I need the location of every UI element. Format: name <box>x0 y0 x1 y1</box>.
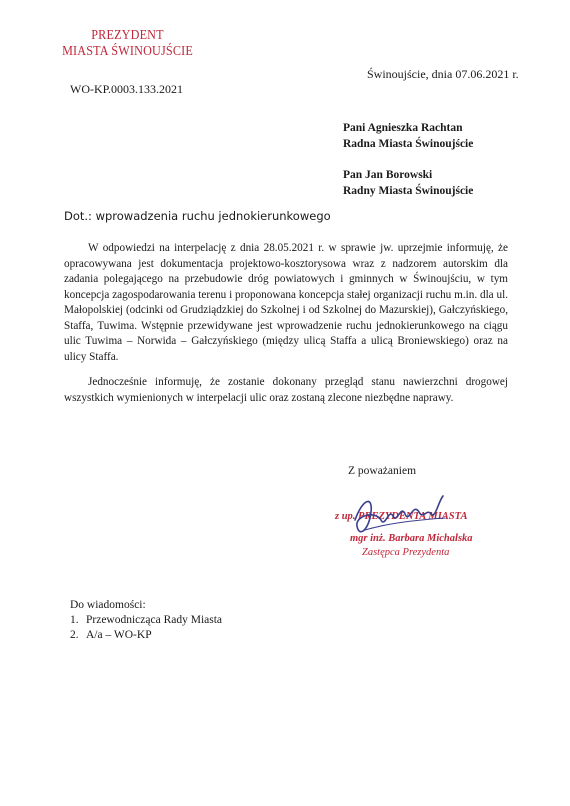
list-item-number: 1. <box>70 614 79 626</box>
reference-number: WO-KP.0003.133.2021 <box>70 82 183 96</box>
list-item-text: A/a – WO-KP <box>86 629 152 641</box>
body-paragraph: W odpowiedzi na interpelację z dnia 28.05.2021 r. w sprawie jw. uprzejmie informuję, że opracowywana jest dokumentacja projektowo-kosztorysowa wraz z nadzorem autorskim dla zadania polegającego na przebudowie dróg powiatowych i gminnych w Świnoujściu, w tym koncepcja zagospodarowania terenu i proponowana koncepcja stałej organizacji ruchu m.in. dla ul. Małopolskiej (odcinki od Grudziądzkiej do Szkolnej i od Szkolnej do Mazurskiej), Gałczyńskiego, Staffa, Tuwima. Wstępnie przewidywane jest wprowadzenie ruchu jednokierunkowego na ciągu ulic Tuwima – Norwida – Gałczyńskiego (między ulicą Staffa a ulicą Broniewskiego) oraz na ulicy Staffa. <box>64 242 508 363</box>
recipient-name: Pan Jan Borowski <box>343 169 433 181</box>
distribution-heading: Do wiadomości: <box>70 599 146 611</box>
list-item <box>70 613 222 628</box>
list-item <box>70 628 222 643</box>
recipient-name: Pani Agnieszka Rachtan <box>343 122 463 134</box>
handwritten-signature <box>345 490 455 545</box>
recipient-title: Radna Miasta Świnoujście <box>343 138 474 150</box>
body-paragraph: Jednocześnie informuję, że zostanie dokonany przegląd stanu nawierzchni drogowej wszystkich wymienionych w interpelacji ulic oraz zostaną zlecone niezbędne naprawy. <box>64 376 508 404</box>
recipient <box>343 167 473 199</box>
letter-body <box>64 241 508 416</box>
letterhead-stamp <box>60 27 195 59</box>
recipient <box>343 120 473 152</box>
stamp-signatory-title: Zastępca Prezydenta <box>362 547 450 558</box>
distribution-items <box>70 613 222 643</box>
letterhead-line1: PREZYDENT <box>91 27 164 42</box>
subject-line: Dot.: wprowadzenia ruchu jednokierunkowego <box>64 209 331 223</box>
stamp-line1: z up. PREZYDENTA MIASTA <box>335 511 468 522</box>
letter-date: Świnoujście, dnia 07.06.2021 r. <box>367 67 519 81</box>
list-item-number: 2. <box>70 629 79 641</box>
recipients-block <box>343 120 473 214</box>
letterhead-line2: MIASTA ŚWINOUJŚCIE <box>62 43 193 58</box>
stamp-signatory-name: mgr inż. Barbara Michalska <box>350 533 473 544</box>
recipient-title: Radny Miasta Świnoujście <box>343 185 474 197</box>
closing-salutation: Z poważaniem <box>348 465 417 477</box>
list-item-text: Przewodnicząca Rady Miasta <box>86 614 223 626</box>
distribution-list <box>70 598 222 643</box>
